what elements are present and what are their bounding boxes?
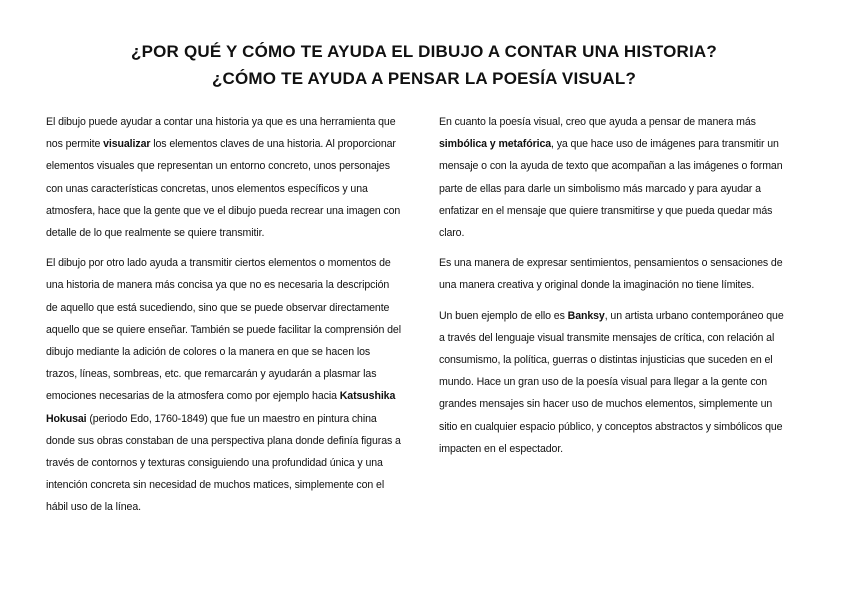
right-column [439,111,784,468]
text-span: (periodo Edo, 1760-1849) que fue un maestro en pintura china donde sus obras constaban de una perspectiva plana donde definía figuras a través de contornos y texturas consiguiendo una profundidad única y una intención concreta sin necesidad de muchos matices, simplemente con el hábil uso de la línea. [46,412,401,514]
text-span: , ya que hace uso de imágenes para transmitir un mensaje o con la ayuda de texto que acompañan a las imágenes o forman parte de ellas para darle un simbolismo más marcado y para ayudar a enfatizar en el mensaje que quiere transmitirse y que pueda quedar más claro. [439,138,783,240]
text-span: los elementos claves de una historia. Al proporcionar elementos visuales que representan un entorno concreto, unos personajes con unas características concretas, unos elementos específicos y una atmosfera, hace que la gente que ve el dibujo pueda recrear una imagen con detalle de lo que realmente se quiere transmitir. [46,138,401,240]
title-line-2: ¿CÓMO TE AYUDA A PENSAR LA POESÍA VISUAL? [211,69,637,88]
left-paragraph-1 [46,111,402,244]
bold-term: visualizar [103,138,151,151]
text-span: En cuanto la poesía visual, creo que ayuda a pensar de manera más [439,116,756,128]
left-column [46,111,402,527]
title-line-1: ¿POR QUÉ Y CÓMO TE AYUDA EL DIBUJO A CONTAR UNA HISTORIA? [131,42,717,61]
bold-term: Banksy [567,309,605,322]
bold-term: Katsushika Hokusai [46,390,396,425]
text-span: , un artista urbano contemporáneo que a través del lenguaje visual transmite mensajes de crítica, con relación al consumismo, la política, guerras o distintas injusticias que suceden en el mundo. Hace un gran uso de la poesía visual para llegar a la gente con grandes mensajes sin hacer uso de muchos elementos, simplemente un sitio en cualquier espacio público, y conceptos abstractos y simbólicos que impacten en el espectador. [439,309,784,455]
right-paragraph-2: Es una manera de expresar sentimientos, pensamientos o sensaciones de una manera creativa y original donde la imaginación no tiene límites. [439,257,783,292]
page-title [0,38,848,92]
right-paragraph-1 [439,111,784,244]
right-paragraph-3 [439,305,784,460]
left-paragraph-2 [46,252,402,518]
text-span: Un buen ejemplo de ello es [439,309,568,322]
text-span: El dibujo puede ayudar a contar una historia ya que es una herramienta que nos permite [46,116,396,151]
text-span: El dibujo por otro lado ayuda a transmitir ciertos elementos o momentos de una historia de manera más concisa ya que no es necesaria la descripción de aquello que está sucediendo, sino que se puede observar directamente aquello que se quiere enseñar. También se puede facilitar la comprensión del dibujo mediante la adición de colores o la manera en que se hacen los trazos, líneas, sombreas, etc. que remarcarán y ayudarán a plasmar las emociones necesarias de la atmosfera como por ejemplo hacia [46,257,401,403]
bold-term: simbólica y metafórica [439,138,552,151]
